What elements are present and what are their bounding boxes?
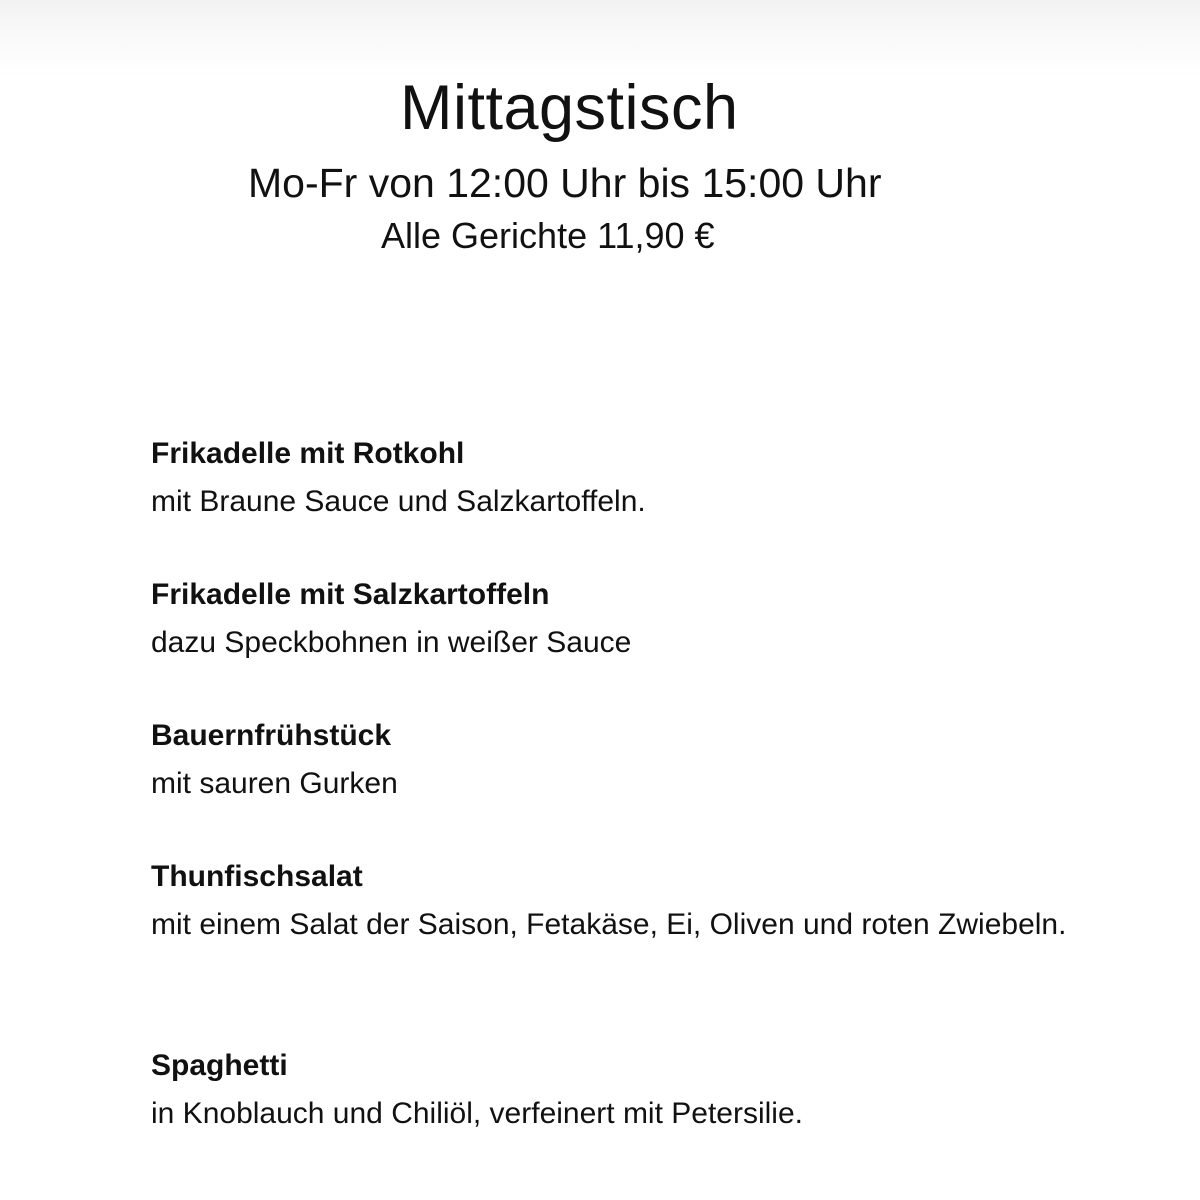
dish-name: Frikadelle mit Salzkartoffeln [151,578,550,611]
dish-description: mit einem Salat der Saison, Fetakäse, Ei, Oliven und roten Zwiebeln. [151,908,1067,941]
opening-hours: Mo-Fr von 12:00 Uhr bis 15:00 Uhr [248,160,882,206]
dish-name: Frikadelle mit Rotkohl [151,437,465,470]
dish-description: dazu Speckbohnen in weißer Sauce [151,626,632,659]
dish-description: mit Braune Sauce und Salzkartoffeln. [151,485,646,518]
dish-description: mit sauren Gurken [151,767,398,800]
dish-item [151,432,1071,525]
dish-description: in Knoblauch und Chiliöl, verfeinert mit Petersilie. [151,1097,803,1130]
dish-name: Bauernfrühstück [151,719,392,752]
dish-item [151,855,1071,948]
dish-name: Thunfischsalat [151,860,363,893]
page-title: Mittagstisch [400,73,739,143]
dish-name: Spaghetti [151,1049,288,1082]
dish-item [151,714,1071,807]
dish-item [151,573,1071,666]
top-shadow [0,0,1200,78]
price-info: Alle Gerichte 11,90 € [381,215,715,256]
dish-item [151,1044,1071,1137]
